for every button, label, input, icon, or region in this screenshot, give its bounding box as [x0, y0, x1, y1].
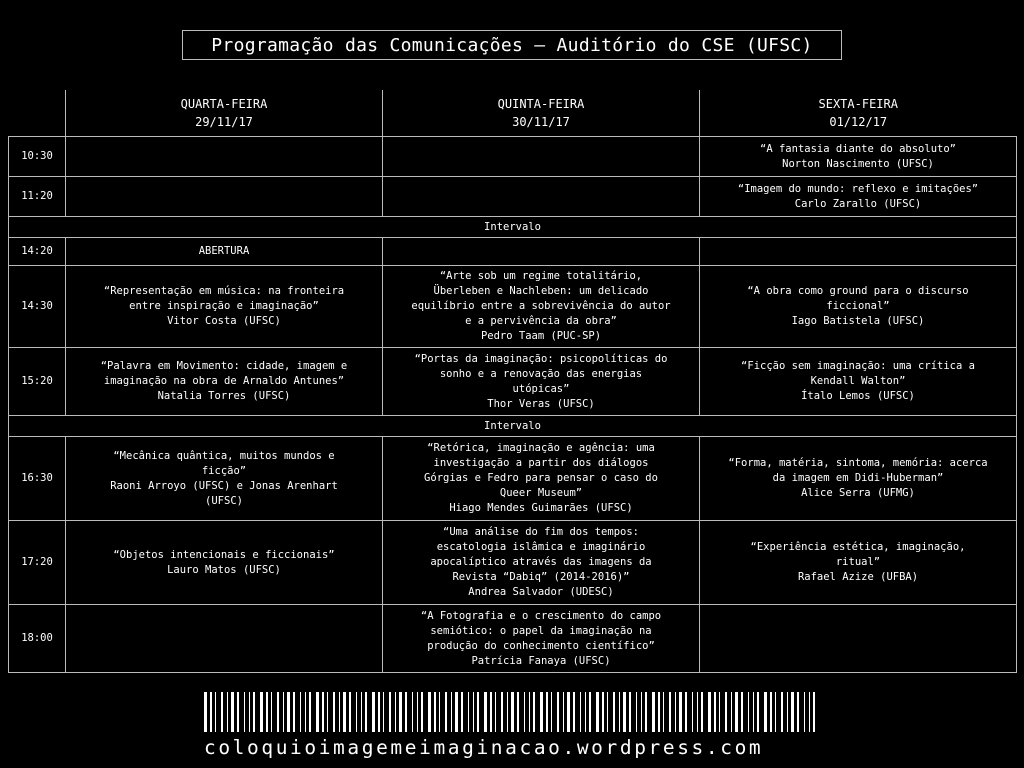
barcode-bar	[708, 692, 711, 732]
barcode-bar	[266, 692, 268, 732]
barcode-bar	[663, 692, 664, 732]
barcode-bar	[399, 692, 402, 732]
barcode-bar	[567, 692, 570, 732]
session-line: “Portas da imaginação: psicopolíticas do	[414, 352, 668, 365]
schedule-row	[9, 521, 1017, 605]
session-line: imaginação na obra de Arnaldo Antunes”	[103, 375, 345, 387]
barcode-bar	[735, 692, 738, 732]
session-cell	[383, 238, 700, 266]
schedule-row	[9, 238, 1017, 266]
barcode-icon	[204, 692, 820, 732]
session-line: “Mecânica quântica, muitos mundos e	[113, 449, 335, 462]
barcode-bar	[813, 692, 815, 732]
barcode-bar	[327, 692, 328, 732]
barcode-bar	[753, 692, 754, 732]
session-line: e a pervivência da obra”	[465, 315, 617, 327]
barcode-bar	[809, 692, 810, 732]
barcode-bar	[227, 692, 228, 732]
session-line: Ítalo Lemos (UFSC)	[801, 390, 915, 402]
session-cell	[700, 177, 1017, 217]
barcode-bar	[797, 692, 799, 732]
session-line: Revista “Dabiq” (2014-2016)”	[452, 571, 630, 583]
schedule-row	[9, 266, 1017, 348]
session-line: ritual”	[835, 556, 881, 568]
barcode-bar	[253, 692, 255, 732]
barcode-bar	[641, 692, 642, 732]
session-line: “Uma análise do fim dos tempos:	[443, 526, 639, 538]
barcode-bar	[636, 692, 637, 732]
barcode-bar	[461, 692, 463, 732]
session-line: “Retórica, imaginação e agência: uma	[427, 442, 655, 454]
session-line: Andrea Salvador (UDESC)	[468, 586, 614, 598]
time-slot: 16:30	[9, 437, 66, 521]
barcode-bar	[623, 692, 626, 732]
session-cell	[66, 521, 383, 605]
barcode-bar	[629, 692, 631, 732]
interval-label: Intervalo	[9, 217, 1017, 238]
schedule-row	[9, 137, 1017, 177]
barcode-bar	[589, 692, 591, 732]
barcode-bar	[719, 692, 720, 732]
barcode-bar	[679, 692, 682, 732]
schedule-header-row	[9, 90, 1017, 137]
time-slot: 10:30	[9, 137, 66, 177]
session-line: Vitor Costa (UFSC)	[167, 315, 281, 327]
barcode-bar	[524, 692, 525, 732]
session-cell	[700, 521, 1017, 605]
session-line: “Arte sob um regime totalitário,	[439, 270, 643, 282]
session-line: “Ficção sem imaginação: uma crítica a	[741, 360, 975, 372]
session-line: “Experiência estética, imaginação,	[750, 541, 966, 553]
session-cell	[383, 437, 700, 521]
session-line: “Representação em música: na fronteira	[103, 285, 345, 297]
interval-row	[9, 217, 1017, 238]
day-date: 01/12/17	[829, 115, 888, 129]
barcode-bar	[405, 692, 407, 732]
barcode-bar	[714, 692, 716, 732]
schedule-row	[9, 177, 1017, 217]
barcode-bar	[613, 692, 615, 732]
barcode-bar	[271, 692, 272, 732]
barcode-bar	[731, 692, 732, 732]
barcode-bar	[658, 692, 660, 732]
barcode-bar	[669, 692, 671, 732]
barcode-bar	[365, 692, 367, 732]
barcode-bar	[383, 692, 384, 732]
barcode-bar	[339, 692, 340, 732]
session-line: “A obra como ground para o discurso	[747, 285, 969, 297]
barcode-bar	[596, 692, 599, 732]
session-line: ficção”	[201, 464, 247, 477]
session-cell	[66, 266, 383, 348]
schedule-body	[9, 137, 1017, 673]
session-line: Norton Nascimento (UFSC)	[782, 157, 934, 170]
time-slot: 18:00	[9, 605, 66, 673]
session-line: Alice Serra (UFMG)	[801, 487, 915, 499]
barcode-bar	[361, 692, 362, 732]
barcode-bar	[204, 692, 207, 732]
time-slot: 17:20	[9, 521, 66, 605]
barcode-bar	[685, 692, 687, 732]
barcode-bar	[607, 692, 608, 732]
barcode-bar	[764, 692, 767, 732]
barcode-bar	[439, 692, 440, 732]
time-slot: 14:20	[9, 238, 66, 266]
schedule-table	[8, 90, 1017, 673]
schedule-row	[9, 348, 1017, 416]
barcode-bar	[529, 692, 530, 732]
session-cell	[66, 238, 383, 266]
barcode-bar	[781, 692, 783, 732]
session-line: Queer Museum”	[499, 487, 583, 499]
session-cell	[383, 137, 700, 177]
session-line: Górgias e Fedro para pensar o caso do	[424, 472, 658, 484]
barcode-bar	[333, 692, 335, 732]
session-line: “Imagem do mundo: reflexo e imitações”	[737, 182, 979, 195]
day-date: 30/11/17	[512, 115, 570, 129]
header-corner	[9, 90, 66, 137]
barcode-bar	[316, 692, 319, 732]
barcode-bar	[468, 692, 469, 732]
barcode-bar	[725, 692, 727, 732]
schedule-row	[9, 437, 1017, 521]
barcode-bar	[293, 692, 295, 732]
session-line: Rafael Azize (UFBA)	[797, 571, 919, 583]
session-line: ficcional”	[826, 300, 890, 312]
barcode-bar	[563, 692, 564, 732]
barcode-bar	[421, 692, 423, 732]
interval-label: Intervalo	[9, 416, 1017, 437]
day-header-thursday	[383, 90, 700, 137]
session-cell	[383, 605, 700, 673]
barcode-bar	[305, 692, 306, 732]
barcode-bar	[484, 692, 487, 732]
barcode-bar	[210, 692, 212, 732]
session-line: Lauro Matos (UFSC)	[167, 563, 281, 576]
session-cell	[383, 266, 700, 348]
barcode-bar	[343, 692, 346, 732]
session-line: Thor Veras (UFSC)	[487, 397, 595, 410]
session-cell	[700, 137, 1017, 177]
day-header-friday	[700, 90, 1017, 137]
session-cell	[700, 605, 1017, 673]
session-line: “Objetos intencionais e ficcionais”	[113, 548, 335, 561]
time-slot: 15:20	[9, 348, 66, 416]
session-line: escatologia islâmica e imaginário	[436, 541, 646, 553]
session-cell	[66, 348, 383, 416]
barcode-bar	[619, 692, 620, 732]
session-line: ABERTURA	[198, 245, 250, 257]
barcode-bar	[287, 692, 290, 732]
barcode-bar	[770, 692, 772, 732]
barcode-bar	[322, 692, 324, 732]
interval-row	[9, 416, 1017, 437]
session-line: Patrícia Fanaya (UFSC)	[471, 654, 611, 667]
day-weekday: QUINTA-FEIRA	[497, 97, 585, 111]
session-cell	[700, 437, 1017, 521]
day-weekday: SEXTA-FEIRA	[818, 97, 898, 111]
session-line: produção do conhecimento científico”	[427, 639, 655, 652]
session-line: equilíbrio entre a sobrevivência do autor	[411, 300, 671, 312]
session-cell	[383, 348, 700, 416]
barcode-bar	[787, 692, 788, 732]
session-cell	[66, 177, 383, 217]
session-line: Natalia Torres (UFSC)	[157, 390, 291, 402]
barcode-bar	[451, 692, 452, 732]
session-line: investigação a partir dos diálogos	[433, 457, 649, 469]
barcode-bar	[260, 692, 263, 732]
footer-url: coloquioimagemeimaginacao.wordpress.com	[204, 736, 764, 759]
barcode-bar	[455, 692, 458, 732]
barcode-bar	[540, 692, 543, 732]
session-line: Überleben e Nachleben: um delicado	[433, 285, 649, 297]
barcode-bar	[231, 692, 234, 732]
barcode-bar	[557, 692, 559, 732]
session-line: “A Fotografia e o crescimento do campo	[420, 609, 662, 622]
barcode-bar	[551, 692, 552, 732]
barcode-bar	[237, 692, 239, 732]
barcode-bar	[356, 692, 357, 732]
barcode-bar	[300, 692, 301, 732]
barcode-bar	[757, 692, 759, 732]
day-header-wednesday	[66, 90, 383, 137]
session-cell	[66, 437, 383, 521]
barcode-bar	[215, 692, 216, 732]
session-line: semiótico: o papel da imaginação na	[430, 624, 652, 637]
session-line: Raoni Arroyo (UFSC) e Jonas Arenhart	[110, 479, 338, 492]
session-cell	[66, 605, 383, 673]
time-slot: 14:30	[9, 266, 66, 348]
barcode-bar	[791, 692, 794, 732]
session-cell	[383, 521, 700, 605]
barcode-bar	[701, 692, 703, 732]
session-line: Pedro Taam (PUC-SP)	[480, 330, 602, 342]
barcode-bar	[445, 692, 447, 732]
barcode-bar	[477, 692, 479, 732]
barcode-bar	[249, 692, 250, 732]
barcode-bar	[585, 692, 586, 732]
session-line: “Forma, matéria, sintoma, memória: acerca	[728, 457, 988, 469]
barcode-bar	[490, 692, 492, 732]
session-line: sonho e a renovação das energias	[439, 367, 643, 380]
barcode-bar	[652, 692, 655, 732]
day-date: 29/11/17	[195, 115, 253, 129]
session-line: da imagem em Didi-Huberman”	[772, 472, 944, 484]
barcode-bar	[412, 692, 413, 732]
barcode-bar	[602, 692, 604, 732]
session-line: “A fantasia diante do absoluto”	[760, 142, 956, 155]
barcode-bar	[573, 692, 575, 732]
session-line: entre inspiração e imaginação”	[129, 300, 319, 312]
barcode-bar	[511, 692, 514, 732]
barcode-bar	[277, 692, 279, 732]
barcode-bar	[533, 692, 535, 732]
barcode-bar	[741, 692, 743, 732]
session-line: Kendall Walton”	[810, 375, 906, 387]
session-cell	[700, 238, 1017, 266]
barcode-bar	[244, 692, 245, 732]
session-cell	[700, 266, 1017, 348]
barcode-bar	[697, 692, 698, 732]
session-line: “Palavra em Movimento: cidade, imagem e	[100, 360, 348, 372]
barcode-bar	[428, 692, 431, 732]
barcode-bar	[775, 692, 776, 732]
session-cell	[66, 137, 383, 177]
barcode-bar	[748, 692, 749, 732]
session-line: Hiago Mendes Guimarães (UFSC)	[449, 502, 633, 514]
day-weekday: QUARTA-FEIRA	[180, 97, 268, 111]
time-slot: 11:20	[9, 177, 66, 217]
session-line: Iago Batistela (UFSC)	[791, 315, 925, 327]
barcode-bar	[495, 692, 496, 732]
schedule-row	[9, 605, 1017, 673]
barcode-bar	[434, 692, 436, 732]
session-line: apocalíptico através das imagens da	[430, 556, 652, 568]
session-cell	[383, 177, 700, 217]
barcode-bar	[804, 692, 805, 732]
session-line: (UFSC)	[205, 494, 243, 507]
barcode-bar	[349, 692, 351, 732]
barcode-bar	[378, 692, 380, 732]
barcode-bar	[546, 692, 548, 732]
page-title: Programação das Comunicações – Auditório do CSE (UFSC)	[182, 30, 842, 60]
barcode-bar	[395, 692, 396, 732]
barcode-bar	[675, 692, 676, 732]
session-line: utópicas”	[512, 382, 570, 395]
session-line: Carlo Zarallo (UFSC)	[794, 197, 922, 210]
barcode-bar	[517, 692, 519, 732]
barcode-bar	[501, 692, 503, 732]
session-cell	[700, 348, 1017, 416]
barcode-bar	[645, 692, 647, 732]
barcode-bar	[507, 692, 508, 732]
barcode-bar	[309, 692, 311, 732]
barcode-bar	[372, 692, 375, 732]
barcode-bar	[221, 692, 223, 732]
barcode-bar	[692, 692, 693, 732]
barcode-bar	[417, 692, 418, 732]
barcode-bar	[580, 692, 581, 732]
barcode-bar	[283, 692, 284, 732]
barcode-bar	[389, 692, 391, 732]
barcode-bar	[473, 692, 474, 732]
